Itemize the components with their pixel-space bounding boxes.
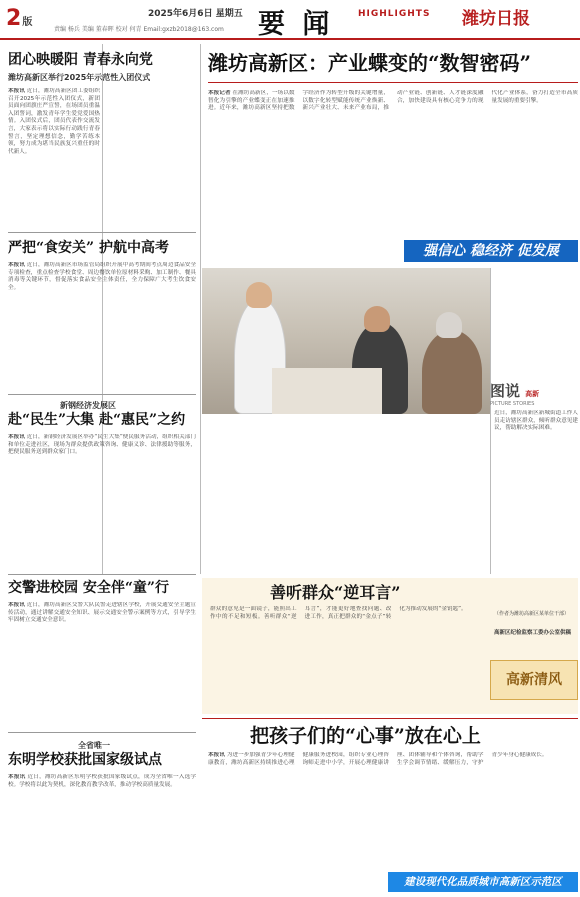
divider (8, 394, 196, 395)
article-text: 为进一步加强青少年心理健康教育，潍坊高新区持续推进心理健康服务进校园，组织专业心理咨询师走进中小学，开展心理健康讲座、团体辅导和个体咨询，帮助学生学会调节情绪、缓解压力，守护青少年身心健康成长。 (208, 752, 548, 766)
article-kicker: 新钢经济发展区 (60, 401, 116, 410)
picture-stories-label (490, 380, 578, 407)
bottom-banner: 建设现代化品质城市高新区示范区 (388, 872, 578, 892)
photo-table (272, 368, 382, 414)
picture-stories-tag: 高新 (525, 390, 540, 398)
section-title: 要 闻 (258, 9, 334, 40)
article-title-food-safety: 严把“食安关” 护航中高考 (8, 240, 169, 256)
article-text: 近日，新钢经济发展区举办“民生大集”便民服务活动，组织相关部门和单位走进社区，现场为群众提供政策咨询、健康义诊、法律援助等服务，把便民服务送到群众家门口。 (8, 434, 196, 456)
section-english: HIGHLIGHTS (358, 9, 431, 19)
campaign-banner: 强信心 稳经济 促发展 (404, 240, 578, 262)
divider (8, 574, 196, 575)
byline: 本报讯 (208, 752, 225, 758)
article-text: 近日，潍坊高新区交警大队民警走进辖区学校，开展交通安全主题宣传活动，通过讲解交通安全知识、展示交通安全警示案例等方式，引导学生牢固树立交通安全意识。 (8, 602, 196, 624)
article-body (8, 602, 196, 728)
main-headline: 潍坊高新区：产业蝶变的“数智密码” (208, 51, 532, 75)
article-youth-league (8, 52, 196, 83)
column-rule (490, 268, 491, 574)
byline: 本报讯 (8, 262, 25, 268)
bottom-headline: 把孩子们的“心事”放在心上 (250, 725, 481, 747)
main-article-body (208, 90, 578, 236)
paper-logo: 潍坊日报 (462, 9, 530, 29)
news-photo (202, 268, 490, 414)
byline: 本报讯 (8, 602, 25, 608)
article-subtitle: 潍坊高新区举行2025年示范性入团仪式 (8, 73, 151, 83)
article-body (8, 434, 196, 568)
picture-stories-cn: 图说 (490, 382, 521, 400)
column-rule (200, 44, 201, 574)
byline: 本报讯 (8, 774, 26, 780)
edition-label: 版 (22, 17, 33, 28)
article-title-traffic-safety: 交警进校园 安全伴“童”行 (8, 580, 169, 596)
article-title-pilot-school: 东明学校获批国家级试点 (8, 752, 162, 768)
article-kicker: 全省唯一 (78, 741, 110, 750)
issue-date: 2025年6月6日 星期五 (148, 9, 243, 19)
headline-rule (208, 82, 578, 83)
picture-stories-en: PICTURE STORIES (490, 401, 535, 407)
opinion-signature: （作者为潍坊高新区某单位干部） (494, 611, 570, 617)
byline: 本报讯 (8, 88, 25, 94)
photo-person-head (436, 312, 462, 338)
opinion-body (210, 606, 486, 708)
photo-caption: 近日，潍坊高新区新城街道工作人员走访辖区群众，倾听群众意见建议，帮助解决实际困难。 (494, 410, 578, 432)
article-text: 近日，潍坊高新区市场监管局组织开展中高考期间考点周边食品安全专项检查，重点检查学校食堂、周边餐饮单位原材料采购、加工制作、餐具消毒等关键环节，督促落实食品安全主体责任，全力保障广大考生饮食安全。 (8, 262, 196, 291)
photo-person (422, 330, 482, 414)
photo-person-head (246, 282, 272, 308)
article-body-continued (106, 88, 198, 228)
divider (8, 732, 196, 733)
article-title: 团心映暖阳 青春永向党 (8, 52, 153, 68)
article-text: 在潍坊高新区，一场以数智化为引擎的产业蝶变正在加速推进。近年来，潍坊高新区坚持把数字经济作为转型升级的关键增量，以数字化转型赋能传统产业焕新、新兴产业壮大、未来产业布局，推动产业链、创新链、人才链深度融合，加快建设具有核心竞争力的现代化产业体系，奋力打造全市高质量发展的重要引擎。 (208, 90, 578, 112)
article-text: 近日，潍坊高新区团工委组织召开2025年示范性入团仪式，新团员面向团旗庄严宣誓，在场团员重温入团誓词，激发青年学生爱党爱国热情。入团仪式后，团员代表作交流发言，大家表示将以实际行动践行青春誓言，坚定理想信念，勤学苦练本领，努力成为堪当民族复兴重任的时代新人。 (8, 88, 100, 155)
byline: 本报记者 (208, 90, 231, 96)
article-body (8, 262, 196, 388)
article-text: 近日，潍坊高新区东明学校获批国家级试点，成为全省唯一入选学校。学校将以此为契机，深化教育教学改革，推动学校高质量发展。 (8, 774, 196, 788)
article-title-people-market: 赴“民生”大集 赴“惠民”之约 (8, 412, 186, 428)
article-body (8, 774, 196, 890)
opinion-column: 高新区纪检监察工委办公室供稿 (494, 630, 572, 636)
opinion-title: 善听群众“逆耳言” (270, 583, 401, 602)
article-body (8, 88, 100, 228)
divider (8, 232, 196, 233)
edition-number-value: 2 (6, 6, 22, 31)
clean-governance-badge: 高新清风 (490, 660, 578, 700)
bottom-article-body (208, 752, 578, 868)
editors-line: 责编 杨兵 美编 董春晖 校对 何青 Email:gxzb2018@163.com (54, 26, 224, 33)
divider (202, 718, 578, 719)
byline: 本报讯 (8, 434, 25, 440)
opinion-text: 群众的意见是一面镜子，能照出工作中的不足和短板。善听群众“逆耳言”，才能更好地查找问题、改进工作，真正把群众的“金点子”转化为推动发展的“金钥匙”。 (210, 606, 467, 620)
edition-number (6, 6, 32, 31)
photo-person-head (364, 306, 390, 332)
